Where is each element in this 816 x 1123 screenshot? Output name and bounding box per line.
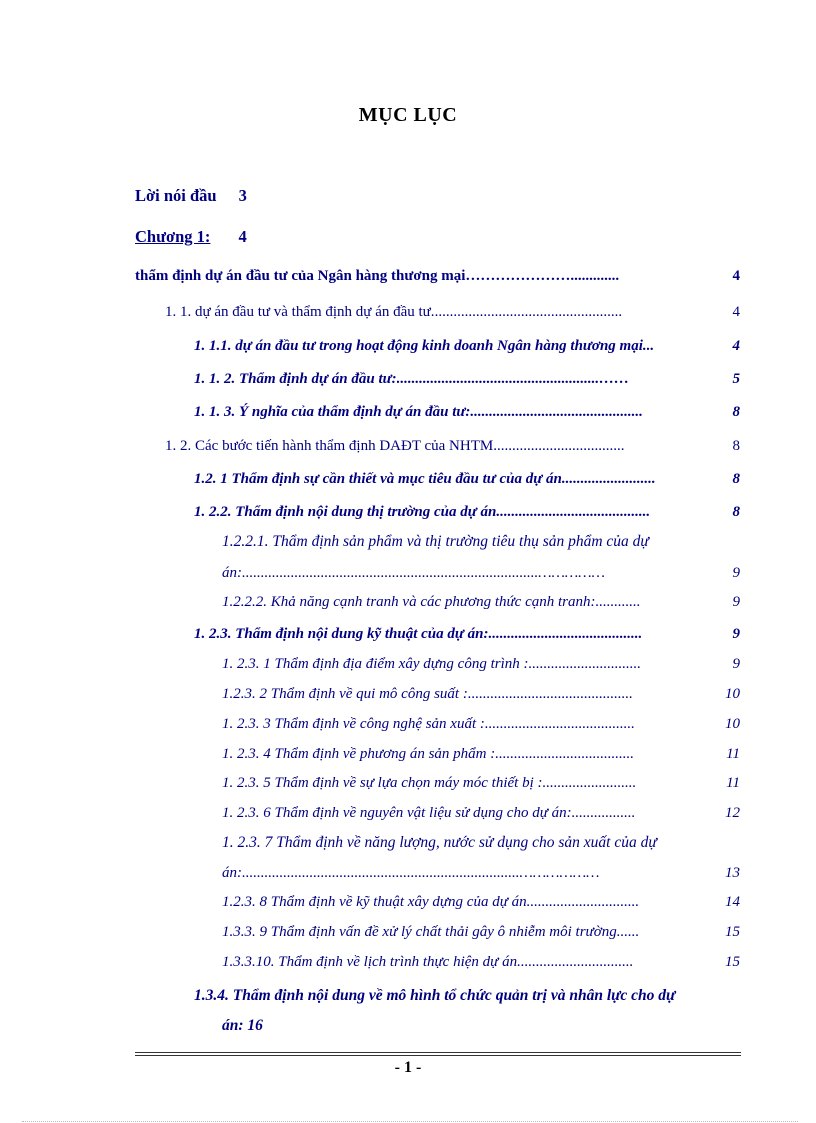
- chapter-label: Chương 1:: [135, 227, 211, 246]
- footer-rule: [135, 1055, 741, 1056]
- toc-entry[interactable]: 1. 2.3. 4 Thẩm định về phương án sản phẩm : ..................................... 11: [222, 746, 740, 762]
- toc-entry[interactable]: 1. 1.1. dự án đầu tư trong hoạt động kinh doanh Ngân hàng thương mại. .. 4: [194, 338, 740, 354]
- toc-entry[interactable]: 1.2. 1 Thẩm định sự cần thiết và mục tiêu đầu tư của dự án ......................... 8: [194, 471, 740, 487]
- toc-entry[interactable]: 1. 2.3. 5 Thẩm định về sự lựa chọn máy móc thiết bị : ......................... 11: [222, 775, 740, 791]
- toc-entry[interactable]: thẩm định dự án đầu tư của Ngân hàng thương mại …………………............. 4: [135, 268, 740, 284]
- toc-entry[interactable]: 1. 1. 2. Thẩm định dự án đầu tư: ......................................................…… 5: [194, 371, 740, 387]
- intro-label: Lời nói đầu: [135, 186, 217, 205]
- toc-entry[interactable]: 1. 2.2. Thẩm định nội dung thị trường của dự án ......................................... 8: [194, 504, 740, 520]
- toc-entry[interactable]: 1.2.2.2. Khả năng cạnh tranh và các phương thức cạnh tranh: ............ 9: [222, 594, 740, 610]
- toc-entry[interactable]: 1. 1. 3. Ý nghĩa của thẩm định dự án đầu tư: .............................................. 8: [194, 404, 740, 420]
- toc-entry[interactable]: 1. 2. Các bước tiến hành thẩm định DAĐT của NHTM. .................................. 8: [165, 438, 740, 454]
- toc-entry-continued[interactable]: 1.3.4. Thẩm định nội dung về mô hình tổ chức quản trị và nhân lực cho dự: [194, 987, 676, 1004]
- toc-entry-continued[interactable]: 1.2.2.1. Thẩm định sản phẩm và thị trường tiêu thụ sản phẩm của dự: [222, 533, 649, 550]
- toc-entry[interactable]: 1.3.3.10. Thẩm định về lịch trình thực hiện dự án. .............................. 15: [222, 954, 740, 970]
- page-bottom-border: [22, 1121, 798, 1122]
- toc-entry[interactable]: 1.3.3. 9 Thẩm định vấn đề xử lý chất thải gây ô nhiễm môi trường ...... 15: [222, 924, 740, 940]
- chapter-entry[interactable]: [135, 227, 247, 247]
- page-number: - 1 -: [394, 1059, 422, 1076]
- intro-entry[interactable]: [135, 186, 247, 206]
- toc-entry[interactable]: 1. 1. dự án đầu tư và thẩm định dự án đầu tư. .................................................. 4: [165, 304, 740, 320]
- page-title: MỤC LỤC: [358, 104, 458, 126]
- chapter-page: 4: [238, 227, 247, 246]
- intro-page: 3: [238, 186, 247, 205]
- toc-entry[interactable]: 1. 2.3. 6 Thẩm định về nguyên vật liệu sử dụng cho dự án: ................. 12: [222, 805, 740, 821]
- toc-entry[interactable]: 1. 2.3. 3 Thẩm định về công nghệ sản xuất : ........................................ 10: [222, 716, 740, 732]
- toc-entry[interactable]: án: ...............................................................................…………… 9: [222, 565, 740, 581]
- footer-rule: [135, 1052, 741, 1053]
- toc-entry[interactable]: án: ..........................................................................……………… 13: [222, 865, 740, 881]
- toc-entry-continued[interactable]: án: 16: [222, 1017, 263, 1034]
- toc-entry[interactable]: 1. 2.3. 1 Thẩm định địa điểm xây dựng công trình : .............................. 9: [222, 656, 740, 672]
- toc-entry[interactable]: 1. 2.3. Thẩm định nội dung kỹ thuật của dự án: ......................................... 9: [194, 626, 740, 642]
- toc-entry[interactable]: 1.2.3. 2 Thẩm định về qui mô công suất : ............................................ 10: [222, 686, 740, 702]
- toc-entry[interactable]: 1.2.3. 8 Thẩm định về kỹ thuật xây dựng của dự án .............................. 14: [222, 894, 740, 910]
- toc-entry-continued[interactable]: 1. 2.3. 7 Thẩm định về năng lượng, nước sử dụng cho sản xuất của dự: [222, 834, 657, 851]
